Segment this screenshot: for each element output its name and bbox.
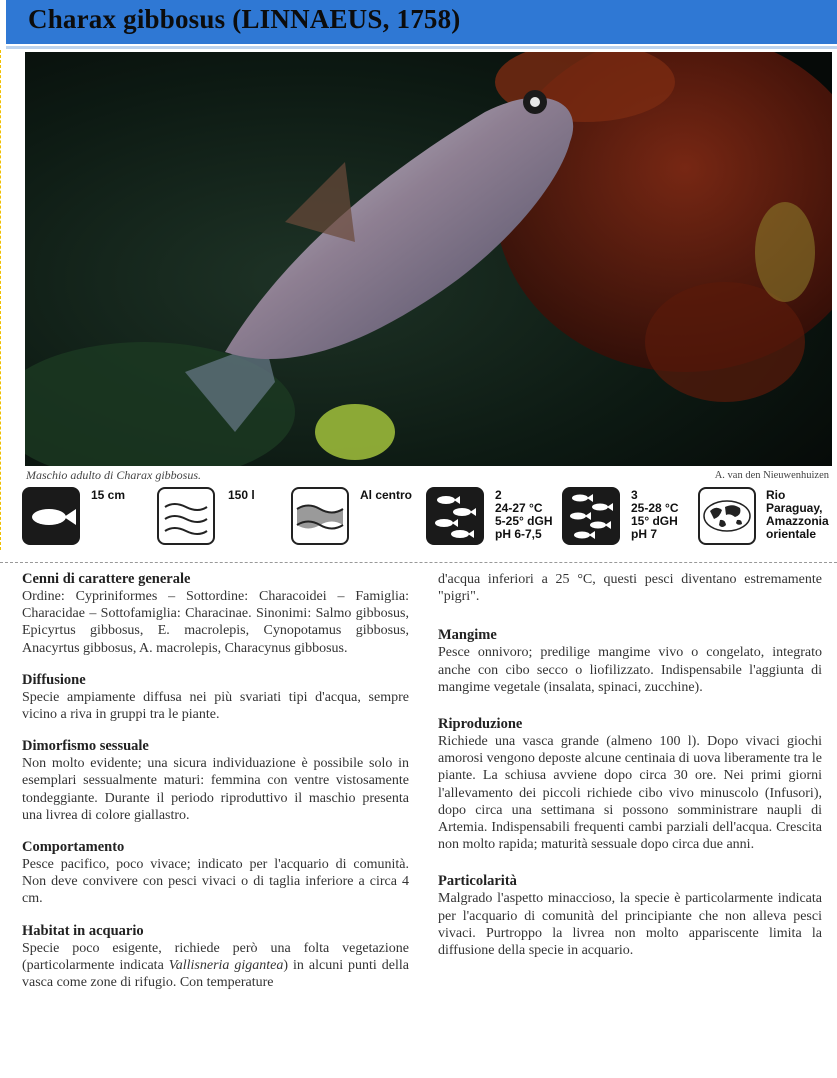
fish-size-icon — [22, 487, 80, 545]
fish-group-icon — [426, 487, 484, 545]
size-value: 15 cm — [91, 488, 126, 502]
region-line3: Amazzonia — [766, 514, 829, 528]
group2-temp: 24-27 °C — [495, 501, 543, 515]
section-text: Pesce onnivoro; predilige mangime vivo o congelato, integrato anche con cibo secco o liofilizzato. Indispensabile l'aggiunta di mangime vegetale (insalata, spinaci, zucchine). — [438, 645, 822, 695]
section-text — [22, 940, 409, 992]
tank-volume-icon — [157, 487, 215, 545]
section-title: Diffusione — [22, 671, 86, 688]
section-title: Dimorfismo sessuale — [22, 738, 149, 755]
section-mangime — [438, 627, 822, 696]
section-text: Malgrado l'aspetto minaccioso, la specie è particolarmente indicata per l'acquario di comunità del principiante che non alleva pesci vivaci. Purtroppo la livrea non molto appariscente limita la diffusione della specie in acquario. — [438, 891, 822, 959]
region-line4: orientale — [766, 527, 817, 541]
section-text: Specie ampiamente diffusa nei più svariati tipi d'acqua, sempre vicino a riva in gruppi tra le piante. — [22, 689, 409, 723]
section-habitat-continued — [438, 571, 822, 605]
section-text: Richiede una vasca grande (almeno 100 l). Dopo vivaci giochi amorosi vengono deposte alcune centinaia di uova liberamente tra le piante. La schiusa avviene dopo circa 30 ore. Nei primi giorni l'allevamento dei piccoli richiede cibo vivo minuscolo (Infusori), dopo circa una settimana si possono somministrare naupli di Artemia. Indispensabili frequenti cambi parziali dell'acqua. Crescita non molto rapida; maturità sessuale dopo circa due anni. — [438, 734, 822, 853]
swim-zone-icon — [291, 487, 349, 545]
section-dimorfismo — [22, 738, 409, 824]
section-title: Riproduzione — [438, 716, 523, 733]
section-riproduzione — [438, 716, 822, 853]
section-diffusione — [22, 672, 409, 723]
group2-hardness: 5-25° dGH — [495, 514, 553, 528]
section-title: Comportamento — [22, 839, 125, 856]
fish-school-icon — [562, 487, 620, 545]
section-cenni — [22, 571, 409, 657]
fish-photo — [25, 52, 832, 466]
section-title: Cenni di carattere generale — [22, 571, 191, 587]
title-bar — [6, 0, 837, 44]
section-text: Ordine: Cypriniformes – Sottordine: Characoidei – Famiglia: Characidae – Sottofamiglia: Characinae. Sinonimi: Salmo gibbosus, Epicyrtus gibbosus, E. macrolepis, Cynopotamus gibbosus, Anacyrtus gibbosus, A. macrolepis, Characynus gibbosus. — [22, 589, 409, 656]
section-title: Habitat in acquario — [22, 922, 144, 939]
right-column — [438, 571, 822, 974]
habitat-text-after: ) in alcuni punti della vasca come zone di rifugio. Con temperature — [22, 957, 409, 991]
section-habitat — [22, 923, 409, 992]
group3-hardness: 15° dGH — [631, 514, 678, 528]
region-line2: Paraguay, — [766, 501, 823, 515]
photo-caption: Maschio adulto di Charax gibbosus. — [26, 468, 202, 482]
group2-ph: pH 6-7,5 — [495, 527, 542, 541]
section-title: Mangime — [438, 627, 497, 644]
section-particolarita — [438, 873, 822, 959]
section-title: Particolarità — [438, 873, 517, 890]
section-divider — [0, 562, 837, 563]
section-text: Non molto evidente; una sicura individuazione è possibile solo in esemplari sessualmente maturi: femmina con ventre vistosamente tondeggiante. Durante il periodo riproduttivo il maschio presenta una livrea di colore giallastro. — [22, 756, 409, 823]
page-title: Charax gibbosus (LINNAEUS, 1758) — [28, 4, 461, 34]
habitat-text-before: Specie poco esigente, richiede però una folta vegetazione (particolarmente indicata — [22, 940, 409, 973]
region-line1: Rio — [766, 488, 786, 502]
photo-credit: A. van den Nieuwenhuizen — [714, 470, 829, 481]
globe-icon — [698, 487, 756, 545]
group3-number: 3 — [631, 488, 638, 502]
group3-temp: 25-28 °C — [631, 501, 679, 515]
group2-number: 2 — [495, 488, 502, 502]
position-value: Al centro — [360, 488, 413, 502]
info-icons-row — [0, 487, 837, 547]
left-column — [22, 571, 409, 1006]
group3-ph: pH 7 — [631, 527, 658, 541]
volume-value: 150 l — [228, 488, 255, 502]
habitat-plant-name: Vallisneria gigantea — [168, 957, 284, 973]
page-edge-marks — [0, 50, 5, 550]
section-comportamento — [22, 839, 409, 908]
section-text: Pesce pacifico, poco vivace; indicato per l'acquario di comunità. Non deve convivere con pesci vivaci o di taglia inferiore a circa 4 cm. — [22, 857, 409, 907]
section-text: d'acqua inferiori a 25 °C, questi pesci diventano estremamente "pigri". — [438, 572, 822, 605]
title-underline — [6, 46, 837, 49]
